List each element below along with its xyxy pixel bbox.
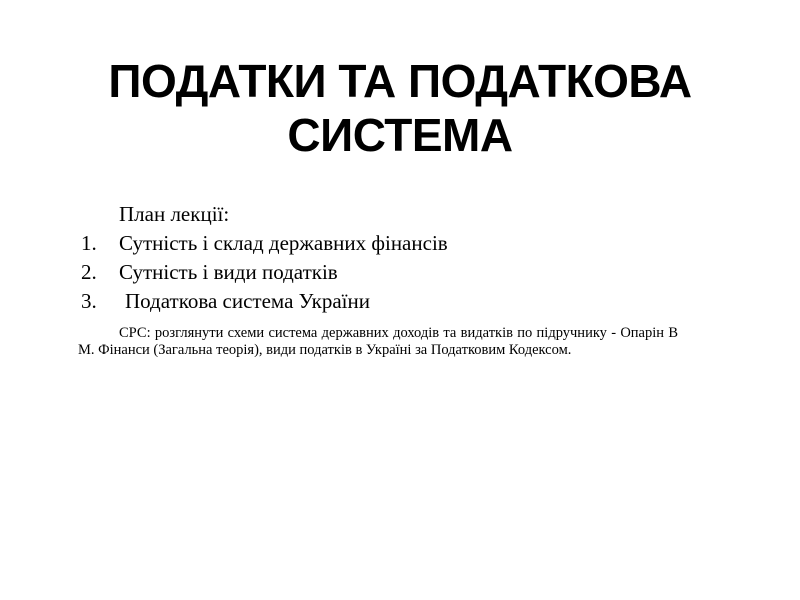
plan-item-1 xyxy=(78,229,698,258)
plan-heading: План лекції: xyxy=(119,202,230,226)
slide-title: ПОДАТКИ ТА ПОДАТКОВА СИСТЕМА xyxy=(108,55,692,161)
plan-list xyxy=(78,229,698,316)
slide-body xyxy=(78,200,698,359)
plan-item-number: 2. xyxy=(81,260,97,284)
plan-item-number: 1. xyxy=(81,231,97,255)
plan-item-number: 3. xyxy=(81,289,97,313)
plan-item-text: Сутність і види податків xyxy=(119,260,338,284)
plan-item-2 xyxy=(78,258,698,287)
srs-note: СРС: розглянути схеми система державних доходів та видатків по підручнику - Опарін В М. Фінанси (Загальна теорія), види податків в Україні за Податковим Кодексом. xyxy=(78,325,678,358)
plan-item-text: Сутність і склад державних фінансів xyxy=(119,231,448,255)
plan-item-text: Податкова система України xyxy=(125,289,370,313)
plan-item-3 xyxy=(78,287,698,316)
